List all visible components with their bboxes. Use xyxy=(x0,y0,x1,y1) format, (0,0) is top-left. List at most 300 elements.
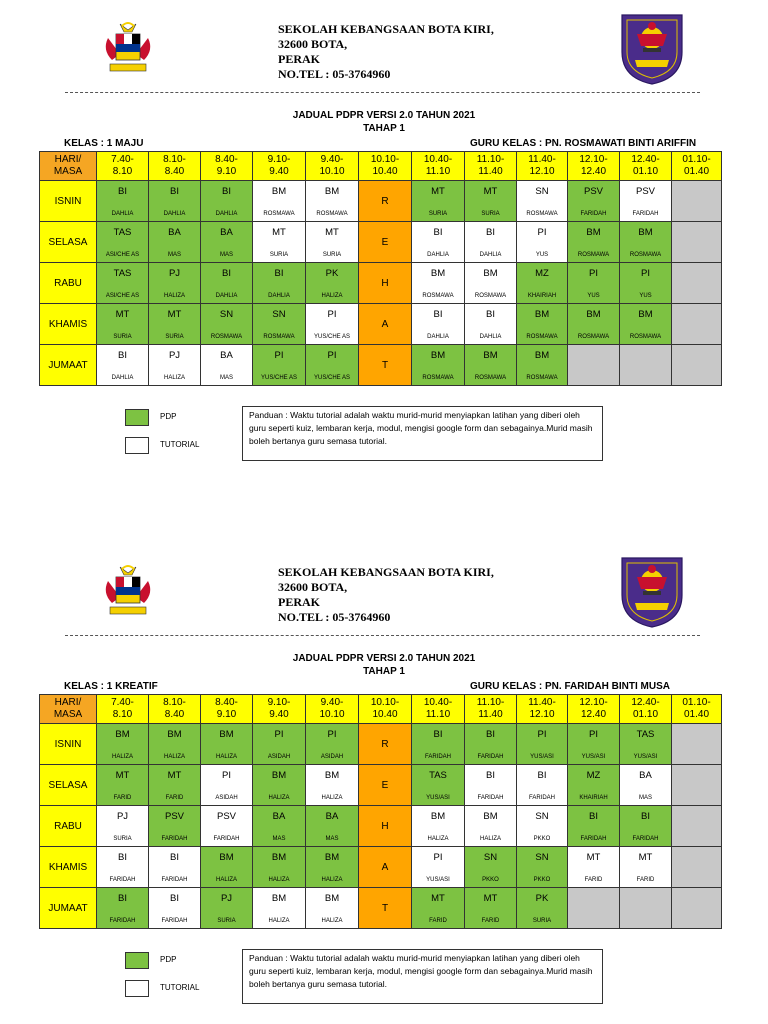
lesson-cell xyxy=(517,181,568,222)
subject-code: PI xyxy=(222,769,231,781)
teacher-name: SURIA xyxy=(165,333,184,340)
subject-code: BM xyxy=(534,308,550,320)
day-name: ISNIN xyxy=(40,181,97,222)
teacher-name: ROSMAWA xyxy=(316,210,348,217)
subject-code: BA xyxy=(220,349,233,361)
teacher-name: FARIDAH xyxy=(109,917,136,924)
subject-code: TAS xyxy=(113,226,132,238)
day-name: KHAMIS xyxy=(40,304,97,345)
day-row-selasa xyxy=(40,765,722,806)
lesson-cell xyxy=(412,765,465,806)
rehat-cell: R xyxy=(359,181,412,222)
time-slot-header: 7.40- 8.10 xyxy=(97,152,149,181)
subject-code: PSV xyxy=(164,810,184,822)
timetable-grid xyxy=(39,151,722,386)
teacher-name: FARID xyxy=(481,917,500,924)
time-slot-header: 01.10- 01.40 xyxy=(672,695,722,724)
teacher-name: ASI/CHE AS xyxy=(105,292,140,299)
lesson-cell xyxy=(568,806,620,847)
subject-code: SN xyxy=(219,308,234,320)
teacher-name: FARIDAH xyxy=(580,210,607,217)
subject-code: MT xyxy=(638,851,653,863)
subject-code: PJ xyxy=(168,267,181,279)
teacher-name: FARIDAH xyxy=(477,794,504,801)
legend-pdp-swatch xyxy=(125,952,149,969)
lesson-cell xyxy=(672,181,722,222)
subject-code: MZ xyxy=(586,769,601,781)
lesson-cell xyxy=(672,806,722,847)
teacher-name: HALIZA xyxy=(268,876,290,883)
teacher-name: FARIDAH xyxy=(109,876,136,883)
teacher-name: FARID xyxy=(113,794,132,801)
day-row-isnin xyxy=(40,181,722,222)
school-crest-logo xyxy=(617,12,687,87)
lesson-cell xyxy=(568,724,620,765)
subject-code: BM xyxy=(324,769,340,781)
day-name: ISNIN xyxy=(40,724,97,765)
lesson-cell xyxy=(97,345,149,386)
lesson-cell xyxy=(201,847,253,888)
lesson-cell xyxy=(149,847,201,888)
lesson-cell xyxy=(97,222,149,263)
school-state: PERAK xyxy=(278,52,320,66)
teacher-name: FARIDAH xyxy=(632,210,659,217)
panduan-note: Panduan : Waktu tutorial adalah waktu murid-murid menyiapkan latihan yang diberi oleh guru seperti kuiz, lembaran kerja, modul, mengisi google form dan sebagainya.Murid masih boleh bertanya guru semasa tutorial. xyxy=(242,406,603,461)
rehat-cell: T xyxy=(359,888,412,929)
subject-code: BM xyxy=(219,728,234,740)
time-slot-header: 12.10- 12.40 xyxy=(568,695,620,724)
subject-code: BM xyxy=(271,851,287,863)
lesson-cell xyxy=(517,724,568,765)
timetable-title: JADUAL PDPR VERSI 2.0 TAHUN 2021 xyxy=(292,110,476,121)
time-slot-header: 01.10- 01.40 xyxy=(672,152,722,181)
subject-code: PI xyxy=(589,728,598,740)
teacher-name: MAS xyxy=(325,835,339,842)
lesson-cell xyxy=(412,222,465,263)
teacher-name: KHAIRIAH xyxy=(527,292,557,299)
teacher-name: MAS xyxy=(638,794,652,801)
hari-masa-header: HARI/ MASA xyxy=(40,695,97,724)
lesson-cell xyxy=(201,765,253,806)
lesson-cell xyxy=(253,222,306,263)
lesson-cell xyxy=(465,888,517,929)
day-row-jumaat xyxy=(40,888,722,929)
teacher-name: YUS/CHE AS xyxy=(313,374,350,381)
timetable-grid xyxy=(39,694,722,929)
legend-pdp-swatch xyxy=(125,409,149,426)
teacher-name: FARIDAH xyxy=(477,753,504,760)
subject-code: BI xyxy=(274,267,284,279)
lesson-cell xyxy=(412,888,465,929)
teacher-name: DAHLIA xyxy=(479,333,502,340)
subject-code: MT xyxy=(325,226,339,238)
subject-code: BI xyxy=(118,892,127,904)
teacher-name: DAHLIA xyxy=(427,333,449,340)
lesson-cell xyxy=(253,304,306,345)
lesson-cell xyxy=(465,304,517,345)
lesson-cell xyxy=(97,847,149,888)
subject-code: MT xyxy=(115,769,130,781)
subject-code: BA xyxy=(220,226,233,238)
rehat-cell: A xyxy=(359,847,412,888)
lesson-cell xyxy=(201,724,253,765)
teacher-name: HALIZA xyxy=(321,917,343,924)
legend-pdp-label: PDP xyxy=(160,955,177,964)
time-slot-header: 10.40- 11.10 xyxy=(412,152,465,181)
lesson-cell xyxy=(620,847,672,888)
rehat-cell: R xyxy=(359,724,412,765)
teacher-name: SURIA xyxy=(217,917,236,924)
teacher-name: DAHLIA xyxy=(215,292,238,299)
school-postcode: 32600 BOTA, xyxy=(278,37,348,51)
teacher-name: DAHLIA xyxy=(427,251,449,258)
timetable-subtitle: TAHAP 1 xyxy=(363,123,405,134)
teacher-name: SURIA xyxy=(269,251,289,258)
lesson-cell xyxy=(672,345,722,386)
lesson-cell xyxy=(201,222,253,263)
teacher-name: FARIDAH xyxy=(161,876,188,883)
day-name: SELASA xyxy=(40,765,97,806)
teacher-name: ROSMAWA xyxy=(263,333,295,340)
time-slot-header: 8.40- 9.10 xyxy=(201,152,253,181)
lesson-cell xyxy=(253,345,306,386)
legend-tutorial-label: TUTORIAL xyxy=(160,983,200,992)
teacher-name: HALIZA xyxy=(268,794,290,801)
teacher-name: SURIA xyxy=(532,917,552,924)
lesson-cell xyxy=(568,765,620,806)
subject-code: BM xyxy=(324,851,340,863)
class-teacher: GURU KELAS : PN. FARIDAH BINTI MUSA xyxy=(470,681,670,692)
subject-code: BM xyxy=(483,810,498,822)
subject-code: TAS xyxy=(113,267,132,279)
rehat-cell: E xyxy=(359,222,412,263)
subject-code: BM xyxy=(271,769,287,781)
subject-code: PI xyxy=(641,267,650,279)
teacher-name: ROSMAWA xyxy=(629,251,662,258)
school-address xyxy=(278,22,494,82)
subject-code: BM xyxy=(638,226,653,238)
day-name: RABU xyxy=(40,263,97,304)
day-row-selasa xyxy=(40,222,722,263)
time-slot-header: 8.10- 8.40 xyxy=(149,152,201,181)
subject-code: BI xyxy=(222,185,231,197)
subject-code: BM xyxy=(271,185,287,197)
teacher-name: MAS xyxy=(219,251,233,258)
lesson-cell xyxy=(465,765,517,806)
subject-code: BI xyxy=(170,185,179,197)
lesson-cell xyxy=(465,847,517,888)
lesson-cell xyxy=(201,263,253,304)
subject-code: BI xyxy=(433,226,443,238)
subject-code: PI xyxy=(589,267,598,279)
rehat-cell: H xyxy=(359,806,412,847)
teacher-name: YUS/ASI xyxy=(426,794,450,801)
subject-code: BI xyxy=(170,851,179,863)
teacher-name: ROSMAWA xyxy=(526,333,558,340)
time-slot-header: 12.10- 12.40 xyxy=(568,152,620,181)
teacher-name: HALIZA xyxy=(163,292,185,299)
subject-code: MT xyxy=(167,769,182,781)
legend-pdp-label: PDP xyxy=(160,412,177,421)
subject-code: BI xyxy=(486,728,495,740)
subject-code: BM xyxy=(430,267,446,279)
teacher-name: YUS/CHE AS xyxy=(260,374,297,381)
lesson-cell xyxy=(465,724,517,765)
subject-code: BI xyxy=(170,892,179,904)
teacher-name: DAHLIA xyxy=(111,210,134,217)
lesson-cell xyxy=(97,263,149,304)
teacher-name: FARIDAH xyxy=(161,835,188,842)
lesson-cell xyxy=(412,724,465,765)
school-postcode: 32600 BOTA, xyxy=(278,580,348,594)
teacher-name: SURIA xyxy=(113,835,132,842)
time-slot-header: 11.40- 12.10 xyxy=(517,695,568,724)
lesson-cell xyxy=(201,806,253,847)
lesson-cell xyxy=(620,222,672,263)
subject-code: BM xyxy=(324,185,340,197)
lesson-cell xyxy=(306,304,359,345)
time-slot-header: 10.10- 10.40 xyxy=(359,695,412,724)
lesson-cell xyxy=(672,222,722,263)
lesson-cell xyxy=(465,181,517,222)
lesson-cell xyxy=(620,181,672,222)
subject-code: PSV xyxy=(635,185,655,197)
lesson-cell xyxy=(306,724,359,765)
teacher-name: KHAIRIAH xyxy=(579,794,608,801)
teacher-name: ASIDAH xyxy=(215,794,238,801)
teacher-name: ROSMAWA xyxy=(629,333,662,340)
class-name: KELAS : 1 MAJU xyxy=(64,138,144,149)
day-row-jumaat xyxy=(40,345,722,386)
teacher-name: HALIZA xyxy=(163,374,185,381)
teacher-name: HALIZA xyxy=(268,917,290,924)
time-slot-header: 9.10- 9.40 xyxy=(253,152,306,181)
teacher-name: ASI/CHE AS xyxy=(105,251,140,258)
teacher-name: ROSMAWA xyxy=(263,210,295,217)
subject-code: BI xyxy=(118,185,127,197)
teacher-name: DAHLIA xyxy=(111,374,134,381)
jata-negara-logo xyxy=(98,20,158,76)
time-slot-header: 10.10- 10.40 xyxy=(359,152,412,181)
teacher-name: HALIZA xyxy=(163,753,185,760)
lesson-cell xyxy=(253,765,306,806)
subject-code: BA xyxy=(272,810,286,822)
subject-code: BI xyxy=(486,308,495,320)
subject-code: PI xyxy=(327,349,337,361)
lesson-cell xyxy=(306,806,359,847)
teacher-name: PKKO xyxy=(533,876,551,883)
lesson-cell xyxy=(149,263,201,304)
lesson-cell xyxy=(568,181,620,222)
lesson-cell xyxy=(465,222,517,263)
teacher-name: YUS/ASI xyxy=(426,876,450,883)
day-row-khamis xyxy=(40,847,722,888)
lesson-cell xyxy=(201,181,253,222)
day-row-rabu xyxy=(40,263,722,304)
lesson-cell xyxy=(149,345,201,386)
rehat-cell: E xyxy=(359,765,412,806)
teacher-name: FARIDAH xyxy=(213,835,240,842)
subject-code: BM xyxy=(483,267,498,279)
teacher-name: FARID xyxy=(636,876,655,883)
lesson-cell xyxy=(201,888,253,929)
lesson-cell xyxy=(253,847,306,888)
day-name: RABU xyxy=(40,806,97,847)
teacher-name: SURIA xyxy=(322,251,342,258)
subject-code: BI xyxy=(118,851,127,863)
lesson-cell xyxy=(568,263,620,304)
time-slot-header: 9.40- 10.10 xyxy=(306,152,359,181)
rehat-cell: T xyxy=(359,345,412,386)
school-name: SEKOLAH KEBANGSAAN BOTA KIRI, xyxy=(278,22,494,36)
teacher-name: MAS xyxy=(272,835,286,842)
day-name: JUMAAT xyxy=(40,888,97,929)
subject-code: BA xyxy=(639,769,652,781)
teacher-name: HALIZA xyxy=(321,292,343,299)
teacher-name: ROSMAWA xyxy=(577,251,610,258)
teacher-name: DAHLIA xyxy=(479,251,502,258)
teacher-name: YUS/ASI xyxy=(530,753,554,760)
subject-code: BI xyxy=(433,728,443,740)
lesson-cell xyxy=(517,304,568,345)
time-slot-header: 11.40- 12.10 xyxy=(517,152,568,181)
teacher-name: DAHLIA xyxy=(268,292,290,299)
school-tel: NO.TEL : 05-3764960 xyxy=(278,610,391,624)
lesson-cell xyxy=(517,345,568,386)
subject-code: BM xyxy=(430,349,446,361)
teacher-name: FARID xyxy=(429,917,447,924)
lesson-cell xyxy=(253,888,306,929)
lesson-cell xyxy=(672,847,722,888)
teacher-name: SURIA xyxy=(113,333,132,340)
lesson-cell xyxy=(412,304,465,345)
lesson-cell xyxy=(201,304,253,345)
subject-code: PSV xyxy=(583,185,603,197)
hari-masa-header: HARI/ MASA xyxy=(40,152,97,181)
lesson-cell xyxy=(149,181,201,222)
subject-code: PJ xyxy=(116,810,129,822)
subject-code: BA xyxy=(168,226,181,238)
school-name: SEKOLAH KEBANGSAAN BOTA KIRI, xyxy=(278,565,494,579)
subject-code: TAS xyxy=(429,769,447,781)
subject-code: SN xyxy=(483,851,498,863)
class-name: KELAS : 1 KREATIF xyxy=(64,681,158,692)
teacher-name: HALIZA xyxy=(215,753,237,760)
subject-code: BM xyxy=(534,349,550,361)
lesson-cell xyxy=(620,345,672,386)
subject-code: PK xyxy=(535,892,549,904)
lesson-cell xyxy=(672,765,722,806)
teacher-name: ROSMAWA xyxy=(474,374,507,381)
teacher-name: SURIA xyxy=(481,210,500,217)
lesson-cell xyxy=(672,263,722,304)
teacher-name: ROSMAWA xyxy=(422,292,454,299)
school-crest-logo xyxy=(617,555,687,630)
subject-code: BA xyxy=(325,810,339,822)
lesson-cell xyxy=(97,724,149,765)
teacher-name: ASIDAH xyxy=(320,753,344,760)
subject-code: BI xyxy=(486,769,495,781)
lesson-cell xyxy=(517,222,568,263)
lesson-cell xyxy=(620,888,672,929)
rehat-cell: H xyxy=(359,263,412,304)
header-divider xyxy=(65,635,700,636)
teacher-name: HALIZA xyxy=(427,835,449,842)
teacher-name: ROSMAWA xyxy=(422,374,454,381)
teacher-name: MAS xyxy=(219,374,233,381)
lesson-cell xyxy=(620,806,672,847)
teacher-name: HALIZA xyxy=(215,876,237,883)
school-tel: NO.TEL : 05-3764960 xyxy=(278,67,391,81)
jata-negara-logo xyxy=(98,563,158,619)
teacher-name: YUS/ASI xyxy=(633,753,658,760)
subject-code: BM xyxy=(115,728,130,740)
teacher-name: FARID xyxy=(165,794,184,801)
subject-code: BI xyxy=(486,226,495,238)
teacher-name: YUS xyxy=(587,292,600,299)
subject-code: PJ xyxy=(168,349,181,361)
subject-code: BM xyxy=(324,892,340,904)
lesson-cell xyxy=(306,222,359,263)
lesson-cell xyxy=(412,181,465,222)
time-slot-header: 7.40- 8.10 xyxy=(97,695,149,724)
header-divider xyxy=(65,92,700,93)
teacher-name: FARIDAH xyxy=(161,917,188,924)
subject-code: BM xyxy=(586,308,601,320)
legend-tutorial-swatch xyxy=(125,437,149,454)
lesson-cell xyxy=(149,724,201,765)
lesson-cell xyxy=(306,765,359,806)
teacher-name: HALIZA xyxy=(479,835,501,842)
subject-code: PI xyxy=(537,226,547,238)
lesson-cell xyxy=(306,181,359,222)
school-address xyxy=(278,565,494,625)
lesson-cell xyxy=(149,765,201,806)
subject-code: BI xyxy=(589,810,598,822)
lesson-cell xyxy=(253,806,306,847)
teacher-name: HALIZA xyxy=(321,876,343,883)
lesson-cell xyxy=(517,765,568,806)
teacher-name: DAHLIA xyxy=(163,210,186,217)
lesson-cell xyxy=(672,304,722,345)
time-slot-header: 11.10- 11.40 xyxy=(465,152,517,181)
teacher-name: ASIDAH xyxy=(267,753,291,760)
lesson-cell xyxy=(517,263,568,304)
subject-code: SN xyxy=(272,308,286,320)
header-row xyxy=(40,152,722,181)
lesson-cell xyxy=(517,888,568,929)
subject-code: SN xyxy=(535,810,549,822)
lesson-cell xyxy=(465,345,517,386)
subject-code: BI xyxy=(537,769,547,781)
lesson-cell xyxy=(517,847,568,888)
subject-code: BM xyxy=(430,810,446,822)
teacher-name: DAHLIA xyxy=(215,210,238,217)
lesson-cell xyxy=(149,222,201,263)
time-slot-header: 12.40- 01.10 xyxy=(620,695,672,724)
teacher-name: YUS xyxy=(639,292,652,299)
teacher-name: MAS xyxy=(167,251,181,258)
day-row-isnin xyxy=(40,724,722,765)
lesson-cell xyxy=(620,724,672,765)
lesson-cell xyxy=(97,181,149,222)
subject-code: BI xyxy=(641,810,650,822)
subject-code: BM xyxy=(483,349,498,361)
lesson-cell xyxy=(97,806,149,847)
subject-code: MZ xyxy=(535,267,549,279)
teacher-name: FARIDAH xyxy=(580,835,607,842)
panduan-note: Panduan : Waktu tutorial adalah waktu murid-murid menyiapkan latihan yang diberi oleh guru seperti kuiz, lembaran kerja, modul, mengisi google form dan sebagainya.Murid masih boleh bertanya guru semasa tutorial. xyxy=(242,949,603,1004)
